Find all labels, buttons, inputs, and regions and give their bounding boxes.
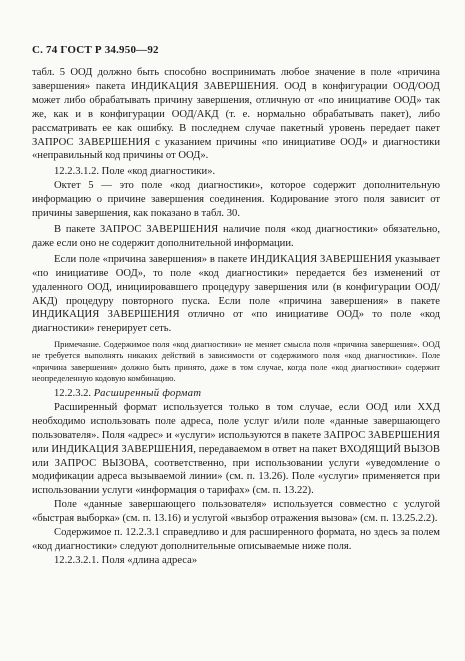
paragraph-clear-indication: Если поле «причина завершения» в пакете ИНДИКАЦИЯ ЗАВЕРШЕНИЯ указывает «по инициативе ООД», то поле «код диагностики» передается без изменений от удаленного ООД, инициировавшего процедуру завершения или (в конфигурации ООД/АКД) процедуру повторного пуска. Если поле «причина завершения» в пакете ИНДИКАЦИЯ ЗАВЕРШЕНИЯ отлично от «по инициативе ООД» то поле «код диагностики» генерирует сеть.: [32, 253, 440, 335]
section-number: 12.2.3.2.: [54, 388, 92, 400]
section-heading-12-2-3-2-1: 12.2.3.2.1. Поля «длина адреса»: [54, 554, 198, 566]
paragraph-user-data: Поле «данные завершающего пользователя» используется совместно с услугой «быстрая выборка» (см. п. 13.16) и услугой «вызбор отражения вызова» (см. п. 13.25.2.2).: [32, 499, 440, 525]
note-paragraph: Примечание. Содержимое поля «код диагностики» не меняет смысла поля «причина завершения». ООД не требуется выполнять никаких действий в зависимости от содержимого поля «код диагностики». Поле «причина завершения» должно быть принято, даже в том случае, когда поле «код диагностики» содержит неопределенную кодовую комбинацию.: [32, 339, 440, 383]
paragraph-clear-request: В пакете ЗАПРОС ЗАВЕРШЕНИЯ наличие поля «код диагностики» обязательно, даже если оно не содержит дополнительной информации.: [32, 223, 440, 249]
section-title: Расширенный формат: [93, 388, 202, 400]
paragraph-extended-format: Расширенный формат используется только в том случае, если ООД или ХХД необходимо использовать поле адреса, поле услуг и/или поле «данные завершающего пользователя». Поля «адрес» и «услуги» используются в пакете ЗАПРОС ЗАВЕРШЕНИЯ или ИНДИКАЦИЯ ЗАВЕРШЕНИЯ, передаваемом в ответ на пакет ВХОДЯЩИЙ ВЫЗОВ или ЗАПРОС ВЫЗОВА, соответственно, при использовании услуги «уведомление о модификации адреса вызываемой линии» (см. п. 13.26). Поле «услуги» применяется при использовании услуги «информация о тарифах» (см. п. 13.22).: [32, 401, 440, 497]
paragraph-contents: Содержимое п. 12.2.3.1 справедливо и для расширенного формата, но здесь за полем «код диагностики» следуют дополнительные описываемые ниже поля.: [32, 527, 440, 552]
paragraph-continuation: табл. 5 ООД должно быть способно воспринимать любое значение в поле «причина завершения» пакета ИНДИКАЦИЯ ЗАВЕРШЕНИЯ. ООД в конфигурации ООД/ООД может либо обрабатывать причину завершения, отличную от «по инициативе ООД» так же, как и в конфигурации ООД/АКД (т. е. нормально обрабатывать пакет), либо рассматривать ее как ошибку. В последнем случае пакетный уровень передает пакет ЗАПРОС ЗАВЕРШЕНИЯ с указанием причины «по инициативе ООД» и диагностики «неправильный код причины от ООД».: [32, 67, 440, 162]
page-body: [32, 66, 440, 568]
page-header: С. 74 ГОСТ Р 34.950—92: [32, 44, 159, 56]
paragraph-octet-5: Октет 5 — это поле «код диагностики», которое содержит дополнительную информацию о причине завершения соединения. Кодирование этого поля зависит от причины завершения, как показано в табл. 30.: [32, 180, 440, 220]
section-heading-12-2-3-1-2: 12.2.3.1.2. Поле «код диагностики».: [54, 166, 216, 178]
section-heading-12-2-3-2: [32, 387, 440, 401]
